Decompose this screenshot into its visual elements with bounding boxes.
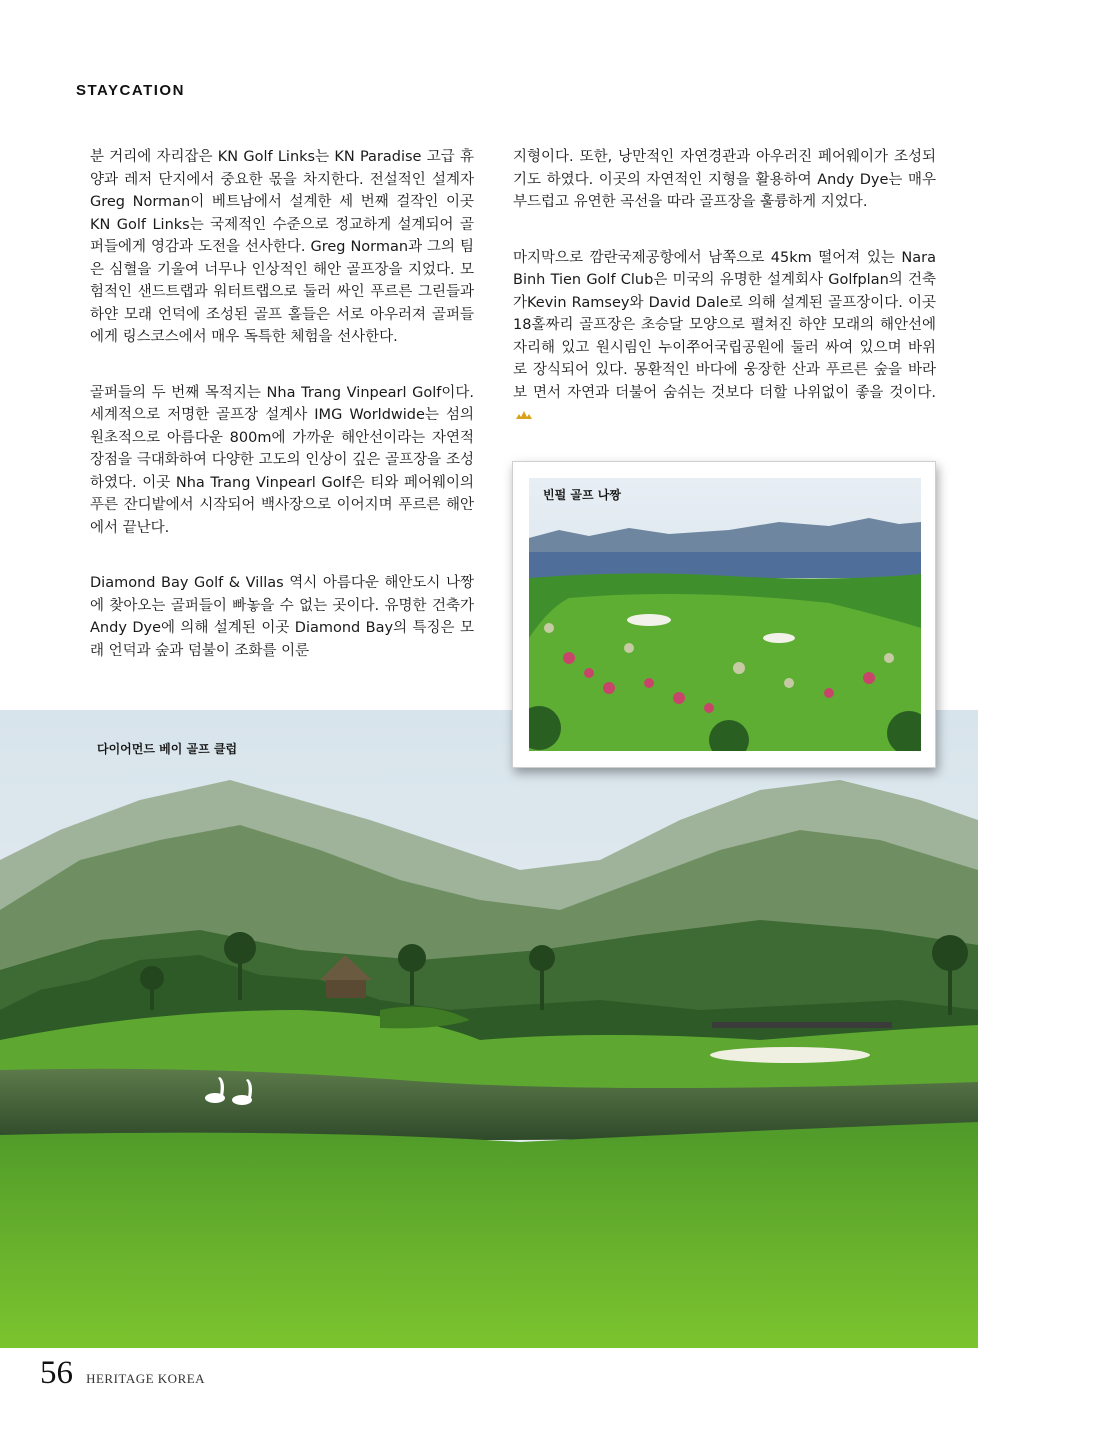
lotus-icon [515,410,533,420]
right-column [513,146,936,460]
section-label: STAYCATION [76,82,185,99]
paragraph-text: 마지막으로 깜란국제공항에서 남쪽으로 45km 떨어져 있는 Nara Binh Tien Golf Club은 미국의 유명한 설계회사 Golfplan의 건축가Kevin Ramsey와 David Dale로 의해 설계된 골프장이다. 이곳 18홀짜리 골프장은 초승달 모양으로 펼쳐진 하얀 모래의 해안선에 자리해 있고 원시림인 누이쭈어국립공원에 둘러 싸여 있으며 바위로 장식되어 있다. 몽환적인 바다에 웅장한 산과 푸르른 숲을 바라 보 면서 자연과 더불어 숨쉬는 것보다 더할 나위없이 좋을 것이다. [513,249,936,401]
main-photo-caption: 다이어먼드 베이 골프 클럽 [97,742,238,756]
page-number: 56 [40,1355,73,1391]
paragraph: 분 거리에 자리잡은 KN Golf Links는 KN Paradise 고급 휴양과 레저 단지에서 중요한 몫을 차지한다. 전설적인 설계자 Greg Norman이 베트남에서 설계한 세 번째 걸작인 이곳 KN Golf Links는 국제적인 수준으로 정교하게 설계되어 골퍼들에게 영감과 도전을 선사한다. Greg Norman과 그의 팀은 심혈을 기울여 너무나 인상적인 해안 골프장을 지었다. 모험적인 샌드트랩과 워터트랩으로 둘러 싸인 푸르른 그린들과 하얀 모래 언덕에 조성된 골프 홀들은 서로 아우러져 골퍼들에게 링스코스에서 매우 독특한 체험을 선사한다. [90,149,474,345]
paragraph-last [513,247,936,427]
main-golf-photo [0,710,978,1348]
paragraph: 골퍼들의 두 번째 목적지는 Nha Trang Vinpearl Golf이다. 세계적으로 저명한 골프장 설계사 IMG Worldwide는 섬의 원초적으로 아름다운 800m에 가까운 해안선이라는 자연적 장점을 극대화하여 다양한 고도의 인상이 깊은 골프장을 조성하였다. 이곳 Nha Trang Vinpearl Golf은 티와 페어웨이의 푸른 잔디밭에서 시작되어 백사장으로 이어지며 푸르른 해안에서 끝난다. [90,384,474,536]
small-golf-photo [529,478,921,751]
page-footer [40,1355,205,1392]
small-photo-caption: 빈펄 골프 나짱 [543,488,621,502]
paragraph: 지형이다. 또한, 낭만적인 자연경관과 아우러진 페어웨이가 조성되기도 하였다. 이곳의 자연적인 지형을 활용하여 Andy Dye는 매우 부드럽고 유연한 곡선을 따라 골프장을 훌륭하게 지었다. [513,149,936,210]
small-golf-photo-frame [512,461,936,768]
left-column [90,146,474,695]
paragraph: Diamond Bay Golf & Villas 역시 아름다운 해안도시 나짱에 찾아오는 골퍼들이 빠놓을 수 없는 곳이다. 유명한 건축가 Andy Dye에 의해 설계된 이곳 Diamond Bay의 특징은 모래 언덕과 숲과 덤불이 조화를 이룬 [90,575,474,659]
magazine-name: HERITAGE KOREA [86,1371,206,1386]
